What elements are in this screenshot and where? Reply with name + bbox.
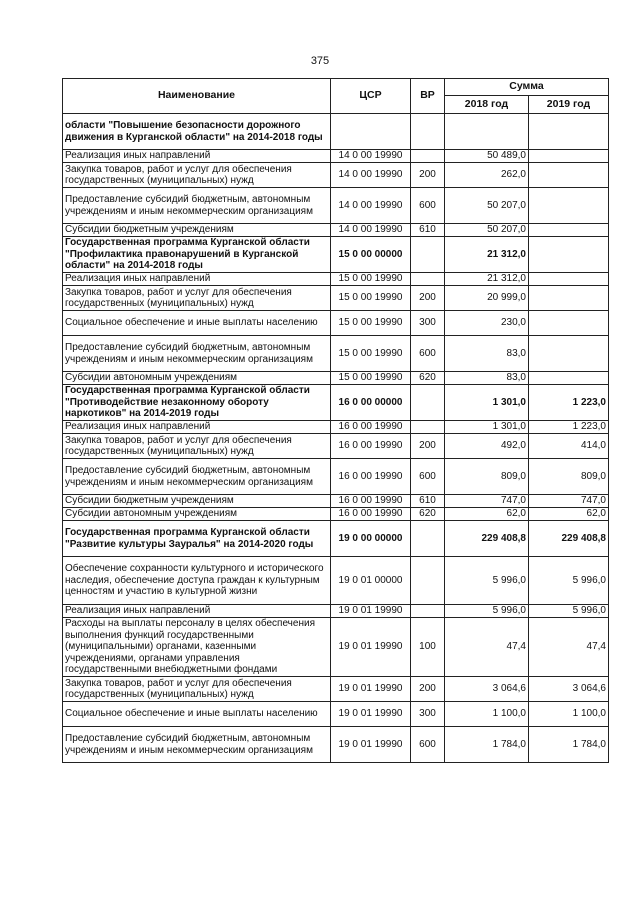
- cell-sum-2019: 62,0: [529, 508, 609, 521]
- table-row: [63, 273, 609, 286]
- cell-vr: 620: [411, 508, 445, 521]
- cell-sum-2018: 47,4: [445, 618, 529, 677]
- cell-name: Реализация иных направлений: [63, 150, 331, 163]
- cell-csr: 19 0 00 00000: [331, 521, 411, 557]
- cell-name: Предоставление субсидий бюджетным, автономным учреждениям и иным некоммерческим организациям: [63, 727, 331, 763]
- cell-sum-2019: 229 408,8: [529, 521, 609, 557]
- cell-csr: 14 0 00 19990: [331, 188, 411, 224]
- cell-sum-2019: 1 223,0: [529, 421, 609, 434]
- cell-sum-2018: 3 064,6: [445, 677, 529, 702]
- cell-csr: 16 0 00 19990: [331, 495, 411, 508]
- table-row: [63, 459, 609, 495]
- cell-name: Предоставление субсидий бюджетным, автономным учреждениям и иным некоммерческим организациям: [63, 188, 331, 224]
- cell-csr: 16 0 00 19990: [331, 434, 411, 459]
- header-csr: ЦСР: [331, 79, 411, 114]
- cell-vr: [411, 605, 445, 618]
- table-row: [63, 727, 609, 763]
- table-row: [63, 163, 609, 188]
- cell-vr: 610: [411, 224, 445, 237]
- cell-name: Закупка товаров, работ и услуг для обеспечения государственных (муниципальных) нужд: [63, 677, 331, 702]
- cell-sum-2018: 50 207,0: [445, 224, 529, 237]
- cell-sum-2018: 230,0: [445, 311, 529, 336]
- cell-name: Субсидии бюджетным учреждениям: [63, 495, 331, 508]
- table-row: [63, 286, 609, 311]
- cell-name: Государственная программа Курганской области "Противодействие незаконному обороту наркотиков" на 2014-2019 годы: [63, 385, 331, 421]
- cell-vr: 100: [411, 618, 445, 677]
- cell-sum-2018: 62,0: [445, 508, 529, 521]
- cell-sum-2019: 1 100,0: [529, 702, 609, 727]
- cell-csr: 14 0 00 19990: [331, 150, 411, 163]
- cell-vr: 200: [411, 434, 445, 459]
- cell-name: Реализация иных направлений: [63, 605, 331, 618]
- cell-sum-2019: 3 064,6: [529, 677, 609, 702]
- cell-sum-2018: 83,0: [445, 336, 529, 372]
- cell-csr: 15 0 00 19990: [331, 273, 411, 286]
- cell-name: Социальное обеспечение и иные выплаты населению: [63, 702, 331, 727]
- cell-sum-2018: 5 996,0: [445, 605, 529, 618]
- cell-sum-2018: 747,0: [445, 495, 529, 508]
- cell-name: Закупка товаров, работ и услуг для обеспечения государственных (муниципальных) нужд: [63, 434, 331, 459]
- cell-sum-2019: [529, 224, 609, 237]
- cell-csr: 19 0 01 19990: [331, 702, 411, 727]
- cell-sum-2019: 1 223,0: [529, 385, 609, 421]
- cell-name: Реализация иных направлений: [63, 273, 331, 286]
- cell-csr: 15 0 00 19990: [331, 311, 411, 336]
- cell-sum-2018: 21 312,0: [445, 273, 529, 286]
- cell-csr: 19 0 01 00000: [331, 557, 411, 605]
- cell-sum-2018: 5 996,0: [445, 557, 529, 605]
- table-row: [63, 237, 609, 273]
- table-row: [63, 605, 609, 618]
- cell-sum-2018: 1 100,0: [445, 702, 529, 727]
- cell-csr: [331, 114, 411, 150]
- cell-vr: 620: [411, 372, 445, 385]
- cell-csr: 15 0 00 19990: [331, 372, 411, 385]
- cell-sum-2018: 809,0: [445, 459, 529, 495]
- cell-name: области "Повышение безопасности дорожного движения в Курганской области" на 2014-2018 годы: [63, 114, 331, 150]
- cell-vr: 200: [411, 286, 445, 311]
- cell-sum-2019: 747,0: [529, 495, 609, 508]
- cell-name: Закупка товаров, работ и услуг для обеспечения государственных (муниципальных) нужд: [63, 163, 331, 188]
- cell-name: Предоставление субсидий бюджетным, автономным учреждениям и иным некоммерческим организациям: [63, 459, 331, 495]
- cell-sum-2019: [529, 286, 609, 311]
- cell-vr: [411, 557, 445, 605]
- cell-csr: 15 0 00 19990: [331, 336, 411, 372]
- table-row: [63, 702, 609, 727]
- table-row: [63, 372, 609, 385]
- cell-sum-2019: [529, 311, 609, 336]
- header-sum: Сумма: [445, 79, 609, 96]
- cell-vr: [411, 150, 445, 163]
- cell-name: Государственная программа Курганской области "Развитие культуры Зауралья" на 2014-2020 годы: [63, 521, 331, 557]
- cell-vr: [411, 521, 445, 557]
- cell-name: Субсидии бюджетным учреждениям: [63, 224, 331, 237]
- cell-name: Социальное обеспечение и иные выплаты населению: [63, 311, 331, 336]
- cell-sum-2018: 262,0: [445, 163, 529, 188]
- table-row: [63, 521, 609, 557]
- cell-csr: 19 0 01 19990: [331, 605, 411, 618]
- cell-vr: 300: [411, 702, 445, 727]
- header-year-2018: 2018 год: [445, 96, 529, 114]
- cell-csr: 19 0 01 19990: [331, 618, 411, 677]
- table-row: [63, 677, 609, 702]
- table-body: [63, 114, 609, 763]
- header-year-2019: 2019 год: [529, 96, 609, 114]
- cell-vr: 600: [411, 188, 445, 224]
- cell-csr: 14 0 00 19990: [331, 163, 411, 188]
- cell-vr: 600: [411, 727, 445, 763]
- header-name: Наименование: [63, 79, 331, 114]
- cell-vr: [411, 421, 445, 434]
- page-number: 375: [310, 55, 330, 67]
- cell-vr: 300: [411, 311, 445, 336]
- table-row: [63, 557, 609, 605]
- cell-sum-2018: 1 784,0: [445, 727, 529, 763]
- table-row: [63, 495, 609, 508]
- table-row: [63, 508, 609, 521]
- cell-sum-2019: [529, 150, 609, 163]
- table-row: [63, 311, 609, 336]
- cell-vr: [411, 114, 445, 150]
- cell-sum-2019: [529, 188, 609, 224]
- cell-sum-2019: [529, 273, 609, 286]
- cell-csr: 15 0 00 00000: [331, 237, 411, 273]
- table-row: [63, 336, 609, 372]
- cell-csr: 19 0 01 19990: [331, 677, 411, 702]
- cell-vr: 600: [411, 459, 445, 495]
- cell-vr: [411, 385, 445, 421]
- cell-csr: 19 0 01 19990: [331, 727, 411, 763]
- cell-csr: 16 0 00 19990: [331, 459, 411, 495]
- cell-name: Обеспечение сохранности культурного и исторического наследия, обеспечение доступа граждан к культурным ценностям и участию в культурной жизни: [63, 557, 331, 605]
- cell-vr: [411, 273, 445, 286]
- cell-vr: 600: [411, 336, 445, 372]
- cell-name: Закупка товаров, работ и услуг для обеспечения государственных (муниципальных) нужд: [63, 286, 331, 311]
- cell-sum-2019: 414,0: [529, 434, 609, 459]
- cell-sum-2018: 83,0: [445, 372, 529, 385]
- budget-table: [62, 78, 609, 763]
- cell-csr: 16 0 00 19990: [331, 421, 411, 434]
- cell-sum-2018: 50 207,0: [445, 188, 529, 224]
- cell-sum-2018: 20 999,0: [445, 286, 529, 311]
- cell-sum-2019: [529, 336, 609, 372]
- cell-name: Предоставление субсидий бюджетным, автономным учреждениям и иным некоммерческим организациям: [63, 336, 331, 372]
- cell-sum-2019: 809,0: [529, 459, 609, 495]
- cell-sum-2019: [529, 114, 609, 150]
- cell-sum-2018: 1 301,0: [445, 385, 529, 421]
- cell-sum-2018: [445, 114, 529, 150]
- cell-name: Расходы на выплаты персоналу в целях обеспечения выполнения функций государственными (муниципальными) органами, казенными учреждениями, органами управления государственными внебюджетными фондами: [63, 618, 331, 677]
- cell-csr: 16 0 00 19990: [331, 508, 411, 521]
- table-row: [63, 114, 609, 150]
- table-row: [63, 224, 609, 237]
- cell-name: Государственная программа Курганской области "Профилактика правонарушений в Курганской области" на 2014-2018 годы: [63, 237, 331, 273]
- cell-sum-2018: 21 312,0: [445, 237, 529, 273]
- cell-csr: 16 0 00 00000: [331, 385, 411, 421]
- cell-sum-2018: 1 301,0: [445, 421, 529, 434]
- cell-sum-2019: [529, 372, 609, 385]
- cell-vr: 200: [411, 677, 445, 702]
- table-row: [63, 421, 609, 434]
- cell-sum-2019: 47,4: [529, 618, 609, 677]
- cell-name: Субсидии автономным учреждениям: [63, 372, 331, 385]
- header-vr: ВР: [411, 79, 445, 114]
- cell-sum-2018: 50 489,0: [445, 150, 529, 163]
- cell-sum-2019: 5 996,0: [529, 605, 609, 618]
- table-row: [63, 385, 609, 421]
- table-row: [63, 188, 609, 224]
- cell-sum-2018: 229 408,8: [445, 521, 529, 557]
- cell-sum-2019: [529, 163, 609, 188]
- cell-sum-2018: 492,0: [445, 434, 529, 459]
- cell-sum-2019: 5 996,0: [529, 557, 609, 605]
- cell-vr: 200: [411, 163, 445, 188]
- cell-vr: [411, 237, 445, 273]
- table-row: [63, 434, 609, 459]
- cell-sum-2019: [529, 237, 609, 273]
- cell-csr: 15 0 00 19990: [331, 286, 411, 311]
- cell-name: Реализация иных направлений: [63, 421, 331, 434]
- cell-sum-2019: 1 784,0: [529, 727, 609, 763]
- cell-csr: 14 0 00 19990: [331, 224, 411, 237]
- table-row: [63, 150, 609, 163]
- cell-name: Субсидии автономным учреждениям: [63, 508, 331, 521]
- table-row: [63, 618, 609, 677]
- cell-vr: 610: [411, 495, 445, 508]
